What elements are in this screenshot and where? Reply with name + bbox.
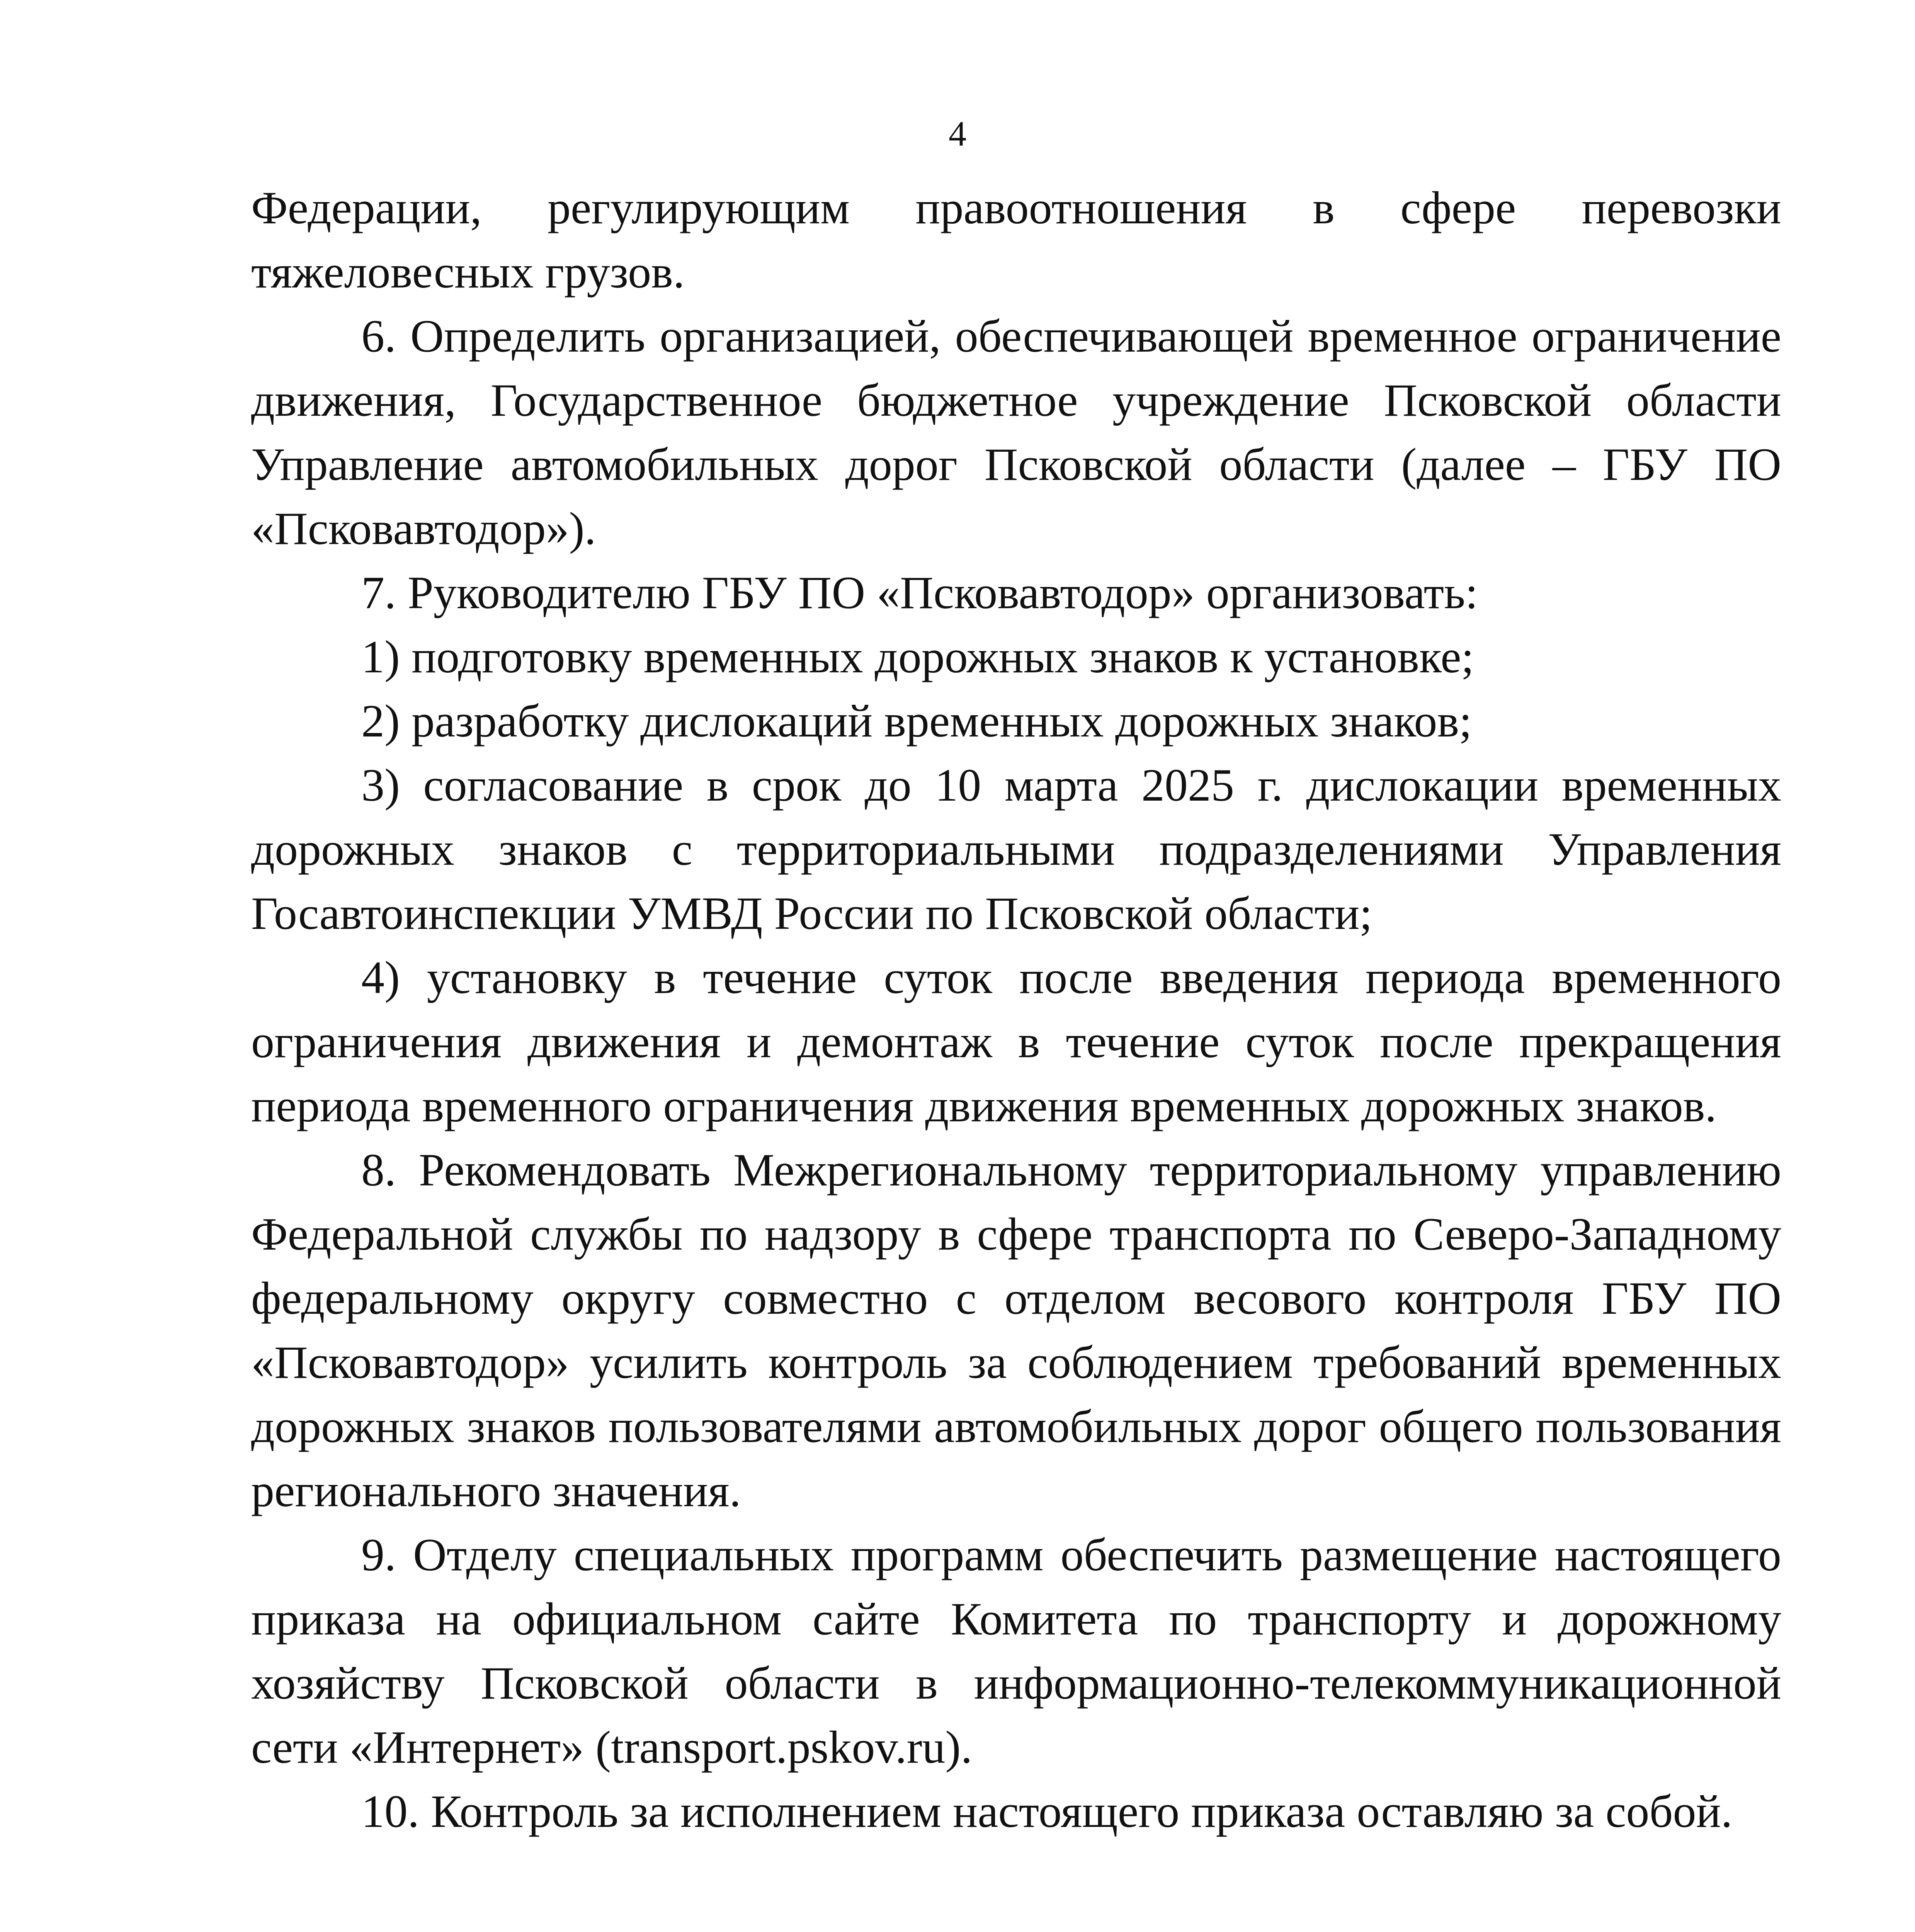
paragraph-item-6: 6. Определить организацией, обеспечивающей временное ограничение движения, Государственное бюджетное учреждение Псковской области Управление автомобильных дорог Псковской области (далее – ГБУ ПО «Псковавтодор»). — [251, 310, 1781, 554]
paragraph-item-7-2: 2) разработку дислокаций временных дорожных знаков; — [361, 695, 1472, 747]
paragraph-item-7: 7. Руководителю ГБУ ПО «Псковавтодор» организовать: — [361, 567, 1478, 618]
paragraph-continuation: Федерации, регулирующим правоотношения в сфере перевозки тяжеловесных грузов. — [251, 182, 1781, 298]
paragraph-item-7-4: 4) установку в течение суток после введения периода временного ограничения движения и демонтаж в течение суток после прекращения периода временного ограничения движения временных дорожных знаков. — [251, 952, 1781, 1131]
paragraph-item-7-3: 3) согласование в срок до 10 марта 2025 г. дислокации временных дорожных знаков с территориальными подразделениями Управления Госавтоинспекции УМВД России по Псковской области; — [251, 759, 1781, 939]
paragraph-item-9: 9. Отделу специальных программ обеспечить размещение настоящего приказа на официальном сайте Комитета по транспорту и дорожному хозяйству Псковской области в информационно-телекоммуникационной сети «Интернет» (transport.pskov.ru). — [251, 1529, 1781, 1773]
paragraph-item-10: 10. Контроль за исполнением настоящего приказа оставляю за собой. — [361, 1786, 1733, 1837]
document-body — [251, 176, 1781, 1844]
paragraph-item-8: 8. Рекомендовать Межрегиональному территориальному управлению Федеральной службы по надзору в сфере транспорта по Северо-Западному федеральному округу совместно с отделом весового контроля ГБУ ПО «Псковавтодор» усилить контроль за соблюдением требований временных дорожных знаков пользователями автомобильных дорог общего пользования регионального значения. — [251, 1144, 1781, 1516]
page-number: 4 — [949, 114, 966, 153]
paragraph-item-7-1: 1) подготовку временных дорожных знаков к установке; — [361, 631, 1474, 682]
